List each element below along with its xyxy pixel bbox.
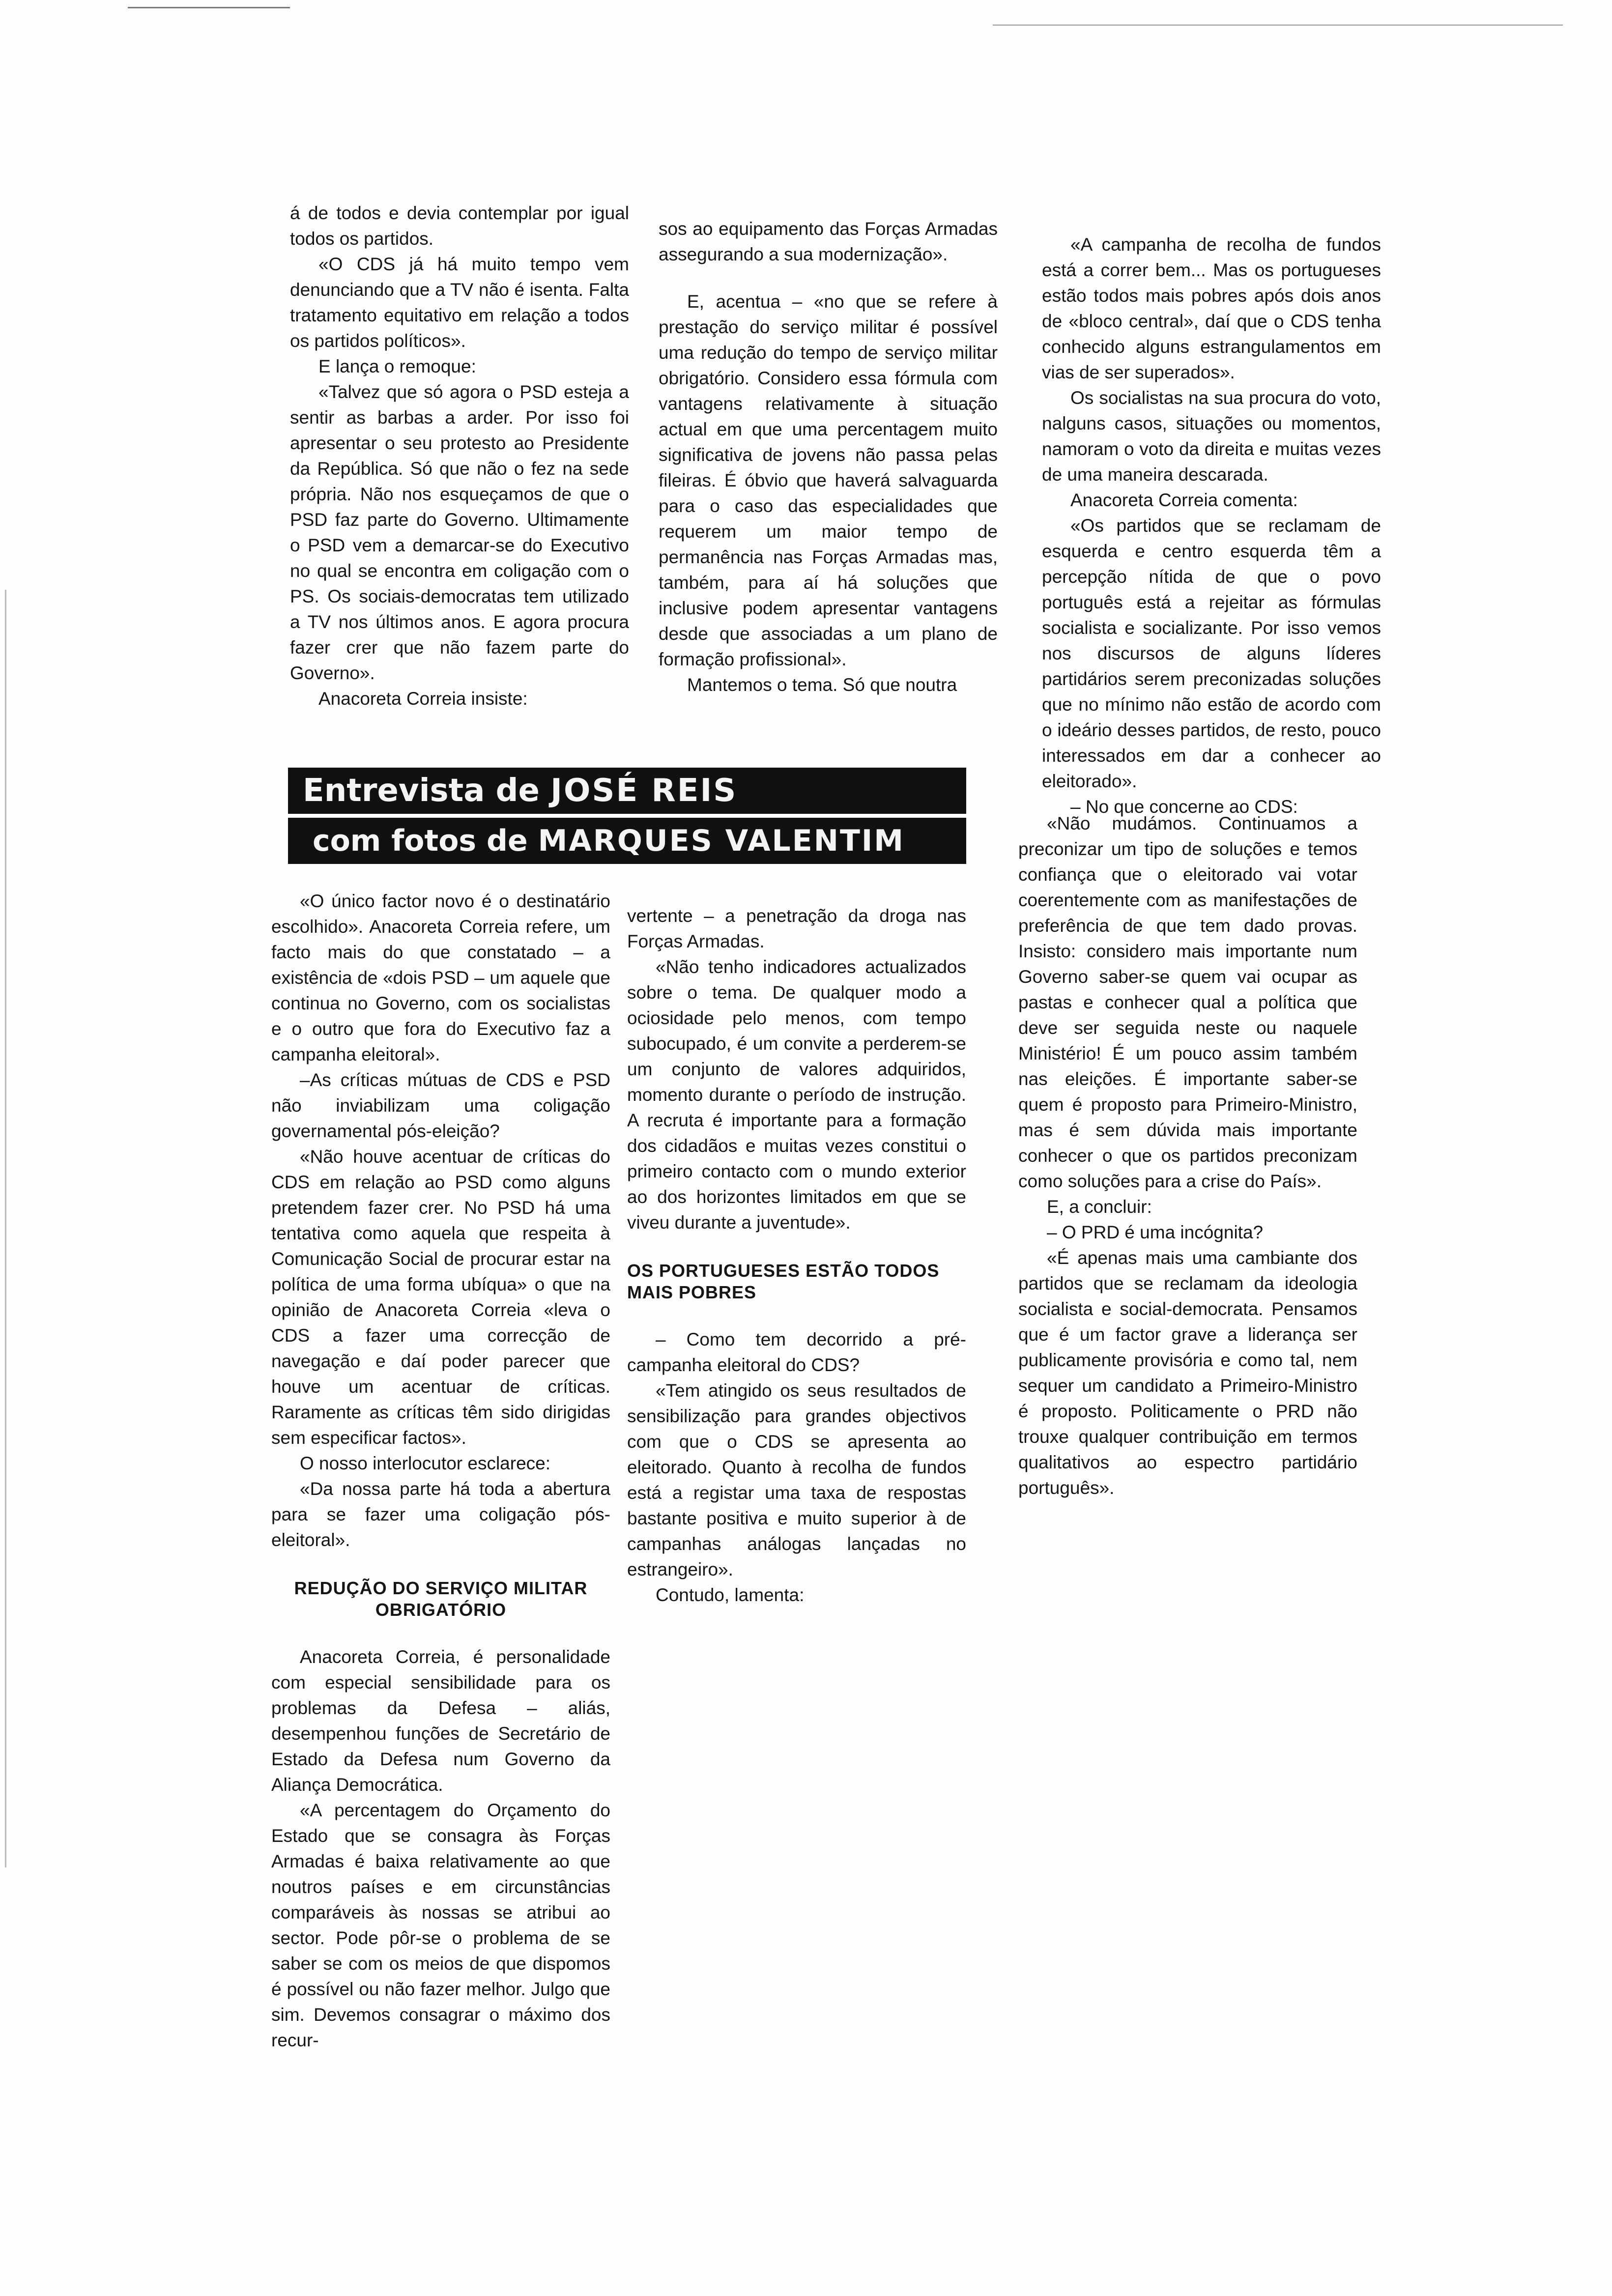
paragraph: E, acentua – «no que se refere à prestação do serviço militar é possível uma redução do tempo de serviço militar obrigatório. Considero essa fórmula com vantagens relativamente à situação actual em que uma percentagem muito significativa de jovens não passa pelas fileiras. É óbvio que haverá salvaguarda para o caso das especialidades que requerem um maior tempo de permanência nas Forças Armadas mas, também, para aí há soluções que inclusive podem apresentar vantagens desde que associadas a um plano de formação profissional».: [659, 291, 998, 669]
paragraph: Anacoreta Correia insiste:: [318, 689, 528, 709]
byline-banner-author: [288, 768, 966, 814]
paragraph: E lança o remoque:: [318, 356, 476, 376]
paragraph: «Não tenho indicadores actualizados sobre o tema. De qualquer modo a ociosidade pelo menos, com tempo subocupado, é um convite a perderem-se um conjunto de valores adquiridos, momento durante o período de instrução. A recruta é importante para a formação dos cidadãos e muitas vezes constitui o primeiro contacto com o mundo exterior ao dos horizontes limitados em que se viveu durante a juventude».: [627, 957, 966, 1233]
article-column-right-upper: [1042, 232, 1381, 820]
paragraph: «Da nossa parte há toda a abertura para se fazer uma coligação pós-eleitoral».: [271, 1479, 610, 1550]
byline-banner-photographer: [288, 818, 966, 864]
paragraph: Contudo, lamenta:: [656, 1585, 805, 1605]
paragraph: Os socialistas na sua procura do voto, nalguns casos, situações ou momentos, namoram o voto da direita e muitas vezes de uma maneira descarada.: [1042, 388, 1381, 485]
paragraph: Anacoreta Correia comenta:: [1070, 490, 1298, 510]
paragraph: «Talvez que só agora o PSD esteja a sentir as barbas a arder. Por isso foi apresentar o seu protesto ao Presidente da República. Só que não o fez na sede própria. Não nos esqueçamos de que o PSD faz parte do Governo. Ultimamente o PSD vem a demarcar-se do Executivo no qual se encontra em coligação com o PS. Os sociais-democratas tem utilizado a TV nos últimos anos. E agora procura fazer crer que não fazem parte do Governo».: [290, 382, 629, 683]
top-scan-rule: [993, 25, 1563, 26]
paragraph: – No que concerne ao CDS:: [1070, 797, 1298, 817]
paragraph: «O único factor novo é o destinatário escolhido». Anacoreta Correia refere, um facto mais do que constatado – a existência de «dois PSD – um aquele que continua no Governo, com os socialistas e o outro que fora do Executivo faz a campanha eleitoral».: [271, 891, 610, 1064]
top-scan-rule: [128, 7, 290, 8]
photographer-name: MARQUES VALENTIM: [538, 824, 905, 858]
article-column-bottom-left: [271, 889, 610, 2053]
article-column-top-left: [290, 201, 629, 712]
paragraph: «É apenas mais uma cambiante dos partidos que se reclamam da ideologia socialista e social-democrata. Pensamos que é um factor grave a liderança ser publicamente provisória e como tal, nem sequer um candidato a Primeiro-Ministro é proposto. Politicamente o PRD não trouxe qualquer contribuição em termos qualitativos ao espectro partidário português».: [1018, 1248, 1357, 1498]
paragraph: «A percentagem do Orçamento do Estado que se consagra às Forças Armadas é baixa relativamente ao que noutros países e em circunstâncias comparáveis às nossas se atribui ao sector. Pode pôr-se o problema de se saber se com os meios de que dispomos é possível ou não fazer melhor. Julgo que sim. Devemos consagrar o máximo dos recur-: [271, 1800, 610, 2050]
paragraph: «Os partidos que se reclamam de esquerda e centro esquerda têm a percepção nítida de que o povo português está a rejeitar as fórmulas socialista e socializante. Por isso vemos nos discursos de alguns líderes partidários serem preconizadas soluções que no mínimo não estão de acordo com o ideário desses partidos, de resto, pouco interessados em dar a conhecer ao eleitorado».: [1042, 516, 1381, 791]
paragraph: vertente – a penetração da droga nas Forças Armadas.: [627, 906, 966, 951]
paragraph: «O CDS já há muito tempo vem denunciando que a TV não é isenta. Falta tratamento equitativo em relação a todos os partidos políticos».: [290, 254, 629, 351]
paragraph: «Tem atingido os seus resultados de sensibilização para grandes objectivos com que o CDS se apresenta ao eleitorado. Quanto à recolha de fundos está a registar uma taxa de respostas bastante positiva e muito superior à de campanhas análogas lançadas no estrangeiro».: [627, 1380, 966, 1579]
article-column-right-lower: [1018, 811, 1357, 1501]
paragraph: O nosso interlocutor esclarece:: [300, 1453, 551, 1473]
section-heading: OS PORTUGUESES ESTÃO TODOS MAIS POBRES: [627, 1261, 940, 1302]
article-column-bottom-middle: [627, 903, 966, 1608]
paragraph: «A campanha de recolha de fundos está a correr bem... Mas os portugueses estão todos mais pobres após dois anos de «bloco central», daí que o CDS tenha conhecido alguns estrangulamentos em vias de ser superados».: [1042, 234, 1381, 382]
paragraph: «Não mudámos. Continuamos a preconizar um tipo de soluções e temos confiança que o eleitorado vai votar coerentemente com as manifestações de preferência de que tem dado provas. Insisto: considero mais importante num Governo saber-se quem vai ocupar as pastas e conhecer qual a política que deve ser seguida neste ou naquele Ministério! É um pouco assim também nas eleições. É importante saber-se quem é proposto para Primeiro-Ministro, mas é sem dúvida mais importante conhecer o que os partidos preconizam como soluções para a crise do País».: [1018, 813, 1357, 1191]
paragraph: «Não houve acentuar de críticas do CDS em relação ao PSD como alguns pretendem fazer crer. No PSD há uma tentativa como aquela que respeita à Comunicação Social de procurar estar na política de uma forma ubíqua» o que na opinião de Anacoreta Correia «leva o CDS a fazer uma correcção de navegação e daí poder parecer que houve um acentuar de críticas. Raramente as críticas têm sido dirigidas sem especificar factos».: [271, 1147, 610, 1448]
paragraph: á de todos e devia contemplar por igual todos os partidos.: [290, 203, 629, 249]
paragraph: sos ao equipamento das Forças Armadas assegurando a sua modernização».: [659, 219, 998, 264]
author-name: JOSÉ REIS: [550, 773, 738, 809]
paragraph: –As críticas mútuas de CDS e PSD não inviabilizam uma coligação governamental pós-eleição?: [271, 1070, 610, 1141]
paragraph: E, a concluir:: [1047, 1197, 1152, 1217]
section-heading: REDUÇÃO DO SERVIÇO MILITAR OBRIGATÓRIO: [294, 1578, 588, 1620]
banner-prefix: Entrevista de: [303, 773, 540, 809]
article-column-top-middle: [659, 216, 998, 698]
left-scan-edge: [5, 590, 6, 1867]
paragraph: Mantemos o tema. Só que noutra: [687, 675, 957, 695]
banner-prefix: com fotos de: [313, 824, 528, 858]
paragraph: – O PRD é uma incógnita?: [1047, 1222, 1264, 1242]
paragraph: Anacoreta Correia, é personalidade com especial sensibilidade para os problemas da Defesa – aliás, desempenhou funções de Secretário de Estado da Defesa num Governo da Aliança Democrática.: [271, 1647, 610, 1795]
paragraph: – Como tem decorrido a pré-campanha eleitoral do CDS?: [627, 1329, 966, 1375]
